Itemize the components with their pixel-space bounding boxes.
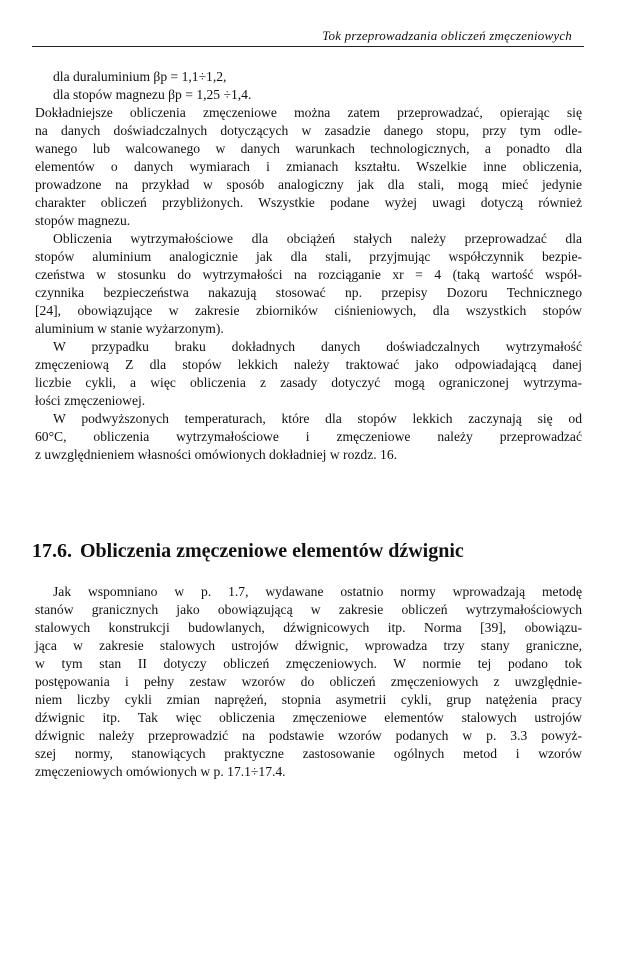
text-line: elementów o danych wymiarach i zmianach kształtu. Wszelkie inne obliczenia, [35,159,582,174]
text-line: czeństwa w stosunku do wytrzymałości na rozciąganie xr = 4 (taką wartość współ- [35,267,582,282]
text-line: charakter obliczeń przybliżonych. Wszystkie podane wyżej uwagi dotyczą również [35,195,582,210]
text-line: w tym stan II dotyczy obliczeń zmęczeniowych. W normie tej podano tok [35,656,582,671]
text-line: W podwyższonych temperaturach, które dla stopów lekkich zaczynają się od [53,411,582,426]
text-line: niem liczby cykli zmian naprężeń, stopnia asymetrii cykli, grup natężenia pracy [35,692,582,707]
text-line: z uwzględnieniem własności omówionych dokładniej w rozdz. 16. [35,447,398,462]
text-line: liczbie cykli, a więc obliczenia z zasady dotyczyć mogą ograniczonej wytrzyma- [35,375,582,390]
text-line: dla stopów magnezu βp = 1,25 ÷1,4. [53,87,252,102]
section-title: Obliczenia zmęczeniowe elementów dźwignic [80,540,464,562]
text-line: postępowania i pełny zestaw wzorów do obliczeń zmęczeniowych z uwzględnie- [35,674,582,689]
text-line: stopów aluminium analogicznie jak dla stali, przyjmując współczynnik bezpie- [35,249,582,264]
text-line: W przypadku braku dokładnych danych doświadczalnych wytrzymałość [53,339,582,354]
text-line: zmęczeniową Z dla stopów lekkich należy traktować jako odpowiadającą danej [35,357,582,372]
text-line: 60°C, obliczenia wytrzymałościowe i zmęczeniowe należy przeprowadzać [35,429,582,444]
text-line: na danych doświadczalnych dotyczących w zasadzie danego stopu, przy tym odle- [35,123,582,138]
text-line: czynnika bezpieczeństwa nakazują stosować np. przepisy Dozoru Technicznego [35,285,582,300]
text-line: stanów granicznych jako obowiązującą w zakresie obliczeń wytrzymałościowych [35,602,582,617]
text-line: prowadzone na przykład w sposób analogiczny jak dla stali, mogą mieć jedynie [35,177,582,192]
text-line: stalowych konstrukcji budowlanych, dźwignicowych itp. Norma [39], obowiązu- [35,620,582,635]
text-line: wanego lub walcowanego w danych warunkach technologicznych, a ponadto dla [35,141,582,156]
running-title: Tok przeprowadzania obliczeń zmęczeniowych [322,28,572,43]
text-line: aluminium w stanie wyżarzonym). [35,321,224,336]
section-heading [32,540,464,563]
text-line: [24], obowiązujące w zakresie zbiorników ciśnieniowych, dla wszystkich stopów [35,303,582,318]
text-line: Obliczenia wytrzymałościowe dla obciążeń stałych należy przeprowadzać dla [53,231,582,246]
running-header [32,26,584,47]
text-line: stopów magnezu. [35,213,131,228]
text-line: dźwignic itp. Tak więc obliczenia zmęczeniowe elementów stalowych ustrojów [35,710,582,725]
text-line: dla duraluminium βp = 1,1÷1,2, [53,69,227,84]
text-line: łości zmęczeniowej. [35,393,146,408]
text-line: szej normy, stanowiących praktyczne zastosowanie ogólnych metod i wzorów [35,746,582,761]
text-line: jąca w zakresie stalowych ustrojów dźwignic, wprowadza trzy stany graniczne, [35,638,582,653]
text-line: zmęczeniowych omówionych w p. 17.1÷17.4. [35,764,286,779]
section-number: 17.6. [32,540,72,562]
text-line: Jak wspomniano w p. 1.7, wydawane ostatnio normy wprowadzają metodę [53,584,582,599]
text-line: dźwignic należy przeprowadzić na podstawie wzorów podanych w p. 3.3 powyż- [35,728,582,743]
text-line: Dokładniejsze obliczenia zmęczeniowe można zatem przeprowadzać, opierając się [35,105,582,120]
